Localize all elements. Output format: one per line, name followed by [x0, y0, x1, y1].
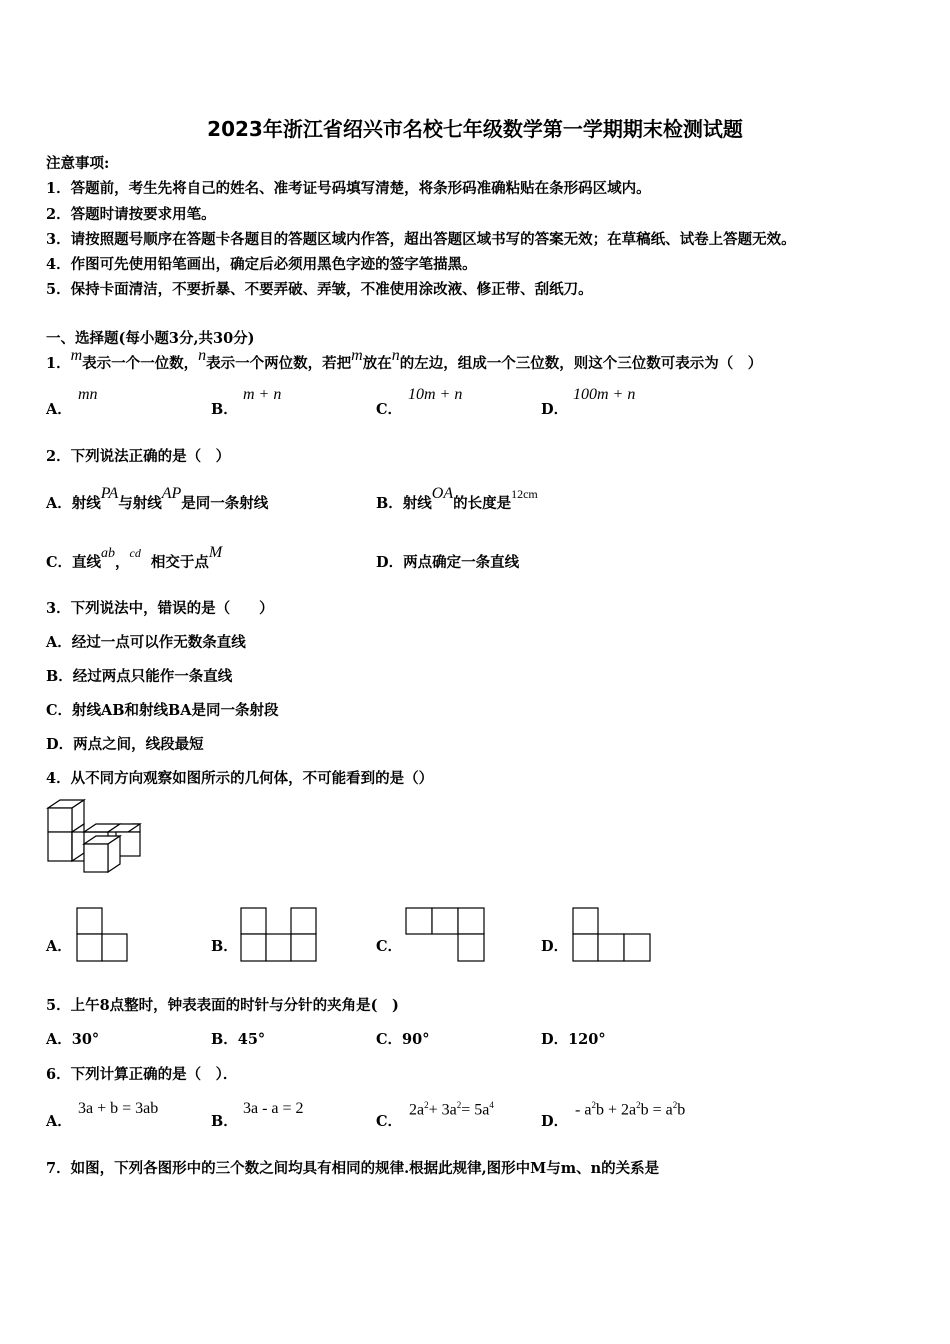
notice-item: 3．请按照题号顺序在答题卡各题目的答题区域内作答，超出答题区域书写的答案无效；在草稿纸、试卷上答题无效。 — [46, 231, 796, 248]
notice-item: 4．作图可先使用铅笔画出，确定后必须用黑色字迹的签字笔描黑。 — [46, 256, 477, 273]
option-b-expr: 3a - a = 2 — [243, 1100, 304, 1117]
option-b — [376, 485, 538, 513]
option-text: 与射线 — [118, 495, 162, 512]
option-a: A．经过一点可以作无数条直线 — [46, 634, 246, 651]
option-b: B．经过两点只能作一条直线 — [46, 668, 233, 685]
expr-part: - a — [575, 1101, 592, 1119]
stem-text: 放在 — [362, 355, 392, 372]
exponent: 2 — [424, 1100, 429, 1110]
option-b: B．45° — [211, 1031, 266, 1048]
expr-part: + 3a — [428, 1101, 457, 1119]
expr-part: b — [677, 1101, 686, 1119]
var-oa: OA — [431, 485, 454, 502]
var-m: m — [70, 347, 83, 364]
option-label: C． — [376, 401, 403, 418]
option-text: C．直线 — [46, 554, 102, 571]
cube-solid-figure — [44, 798, 144, 878]
option-c: C．射线AB和射线BA是同一条射段 — [46, 702, 279, 719]
var-ap: AP — [161, 485, 182, 502]
option-b-view — [240, 907, 320, 963]
option-label: C． — [376, 938, 403, 955]
var-m: m — [351, 347, 363, 364]
option-text: 相交于点 — [150, 554, 209, 571]
exponent: 2 — [636, 1100, 641, 1110]
option-c-view — [405, 907, 487, 963]
question-6-stem: 6．下列计算正确的是（ ）． — [46, 1066, 238, 1083]
option-text: A．射线 — [46, 495, 101, 512]
option-label: B． — [211, 1113, 238, 1130]
option-expr: m + n — [243, 386, 282, 403]
option-d-expr — [575, 1100, 685, 1119]
question-1-stem — [46, 347, 763, 373]
option-d: D．两点确定一条直线 — [376, 554, 520, 571]
exponent: 2 — [591, 1100, 596, 1110]
option-label: D． — [541, 1113, 569, 1130]
expr-part: b + 2a — [595, 1101, 637, 1119]
var-ab: ab — [101, 546, 116, 561]
option-text: 是同一条射线 — [181, 495, 269, 512]
var-pa: PA — [100, 485, 119, 502]
exponent: 2 — [672, 1100, 678, 1110]
length-value: 12cm — [511, 487, 538, 501]
page-title: 2023年浙江省绍兴市名校七年级数学第一学期期末检测试题 — [207, 117, 743, 141]
question-2-stem: 2．下列说法正确的是（ ） — [46, 448, 231, 465]
var-n: n — [391, 347, 400, 364]
stem-text: 的左边，组成一个三位数，则这个三位数可表示为（ ） — [399, 355, 763, 372]
question-4-stem: 4．从不同方向观察如图所示的几何体，不可能看到的是（） — [46, 770, 434, 787]
option-label: C． — [376, 1113, 403, 1130]
option-a-view — [76, 907, 130, 963]
option-d-view — [572, 907, 654, 963]
option-expr: 10m + n — [408, 386, 463, 403]
expr-part: 2a — [409, 1101, 425, 1119]
notice-item: 5．保持卡面清洁，不要折暴、不要弄破、弄皱，不准使用涂改液、修正带、刮纸刀。 — [46, 281, 593, 298]
question-3-stem: 3．下列说法中，错误的是（ ） — [46, 600, 274, 617]
question-number: 1． — [46, 355, 71, 372]
notice-heading: 注意事项: — [46, 155, 110, 172]
option-text: 的长度是 — [453, 495, 512, 512]
option-d: D．120° — [541, 1031, 606, 1048]
option-text: B．射线 — [376, 495, 432, 512]
var-n: n — [198, 347, 207, 364]
question-7-stem: 7．如图，下列各图形中的三个数之间均具有相同的规律.根据此规律,图形中M与m、n的关系是 — [46, 1160, 660, 1177]
option-expr: mn — [78, 386, 98, 403]
option-label: B． — [211, 401, 238, 418]
stem-text: 表示一个两位数，若把 — [206, 355, 352, 372]
expr-part: = 5a — [461, 1101, 490, 1119]
exponent: 4 — [489, 1100, 494, 1110]
option-label: D． — [541, 401, 569, 418]
option-d: D．两点之间，线段最短 — [46, 736, 204, 753]
exponent: 2 — [456, 1100, 462, 1110]
option-label: A． — [46, 401, 72, 418]
option-a: A．30° — [46, 1031, 100, 1048]
option-label: A． — [46, 1113, 72, 1130]
var-cd: cd — [129, 546, 141, 560]
notice-item: 2．答题时请按要求用笔。 — [46, 206, 216, 223]
option-label: B． — [211, 938, 238, 955]
option-a — [46, 485, 269, 513]
option-label: D． — [541, 938, 569, 955]
expr-part: b = a — [640, 1101, 673, 1119]
option-c — [46, 544, 223, 572]
option-c: C．90° — [376, 1031, 430, 1048]
option-a-expr: 3a + b = 3ab — [78, 1100, 159, 1117]
stem-text: 表示一个一位数， — [82, 355, 199, 372]
var-m: M — [208, 544, 223, 561]
question-5-stem: 5．上午8点整时，钟表表面的时针与分针的夹角是( ) — [46, 997, 399, 1014]
section-heading: 一、选择题(每小题3分,共30分) — [46, 330, 255, 347]
option-expr: 100m + n — [573, 386, 636, 403]
option-label: A． — [46, 938, 72, 955]
option-c-expr — [409, 1100, 494, 1119]
notice-item: 1．答题前，考生先将自己的姓名、准考证号码填写清楚，将条形码准确粘贴在条形码区域内。 — [46, 180, 651, 197]
option-text: ， — [115, 554, 130, 571]
